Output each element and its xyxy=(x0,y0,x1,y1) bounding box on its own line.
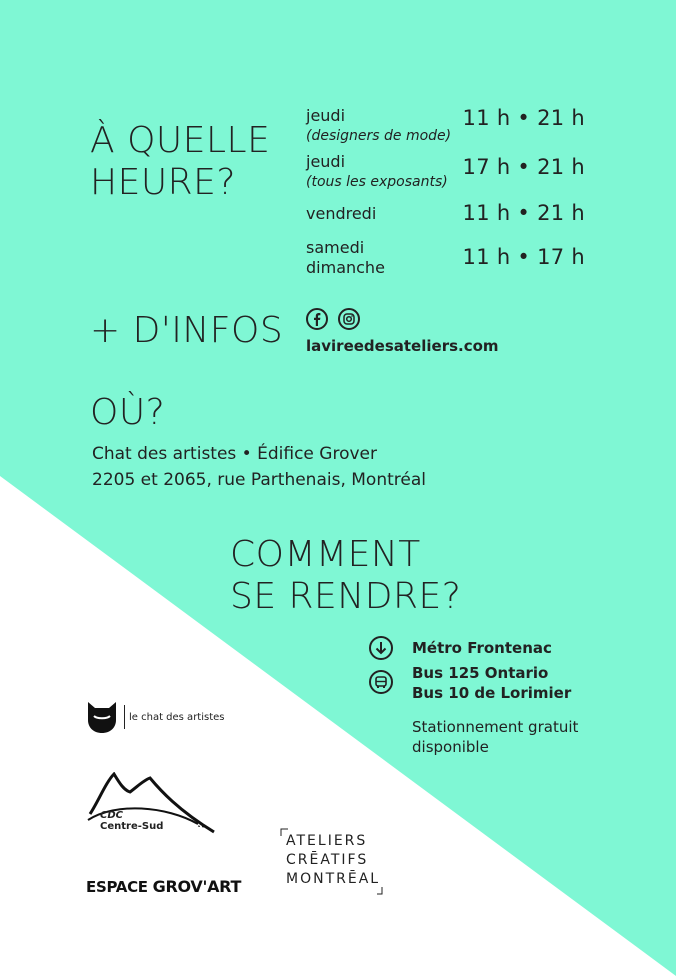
espace-grovart-logo xyxy=(86,877,241,896)
address xyxy=(92,441,426,493)
schedule-time: 17 h • 21 h xyxy=(462,155,585,179)
parking-info xyxy=(412,717,578,757)
schedule-day: jeudi xyxy=(306,152,346,171)
ateliers-label: ATELIERS xyxy=(286,833,368,849)
schedule-time: 11 h • 21 h xyxy=(462,106,585,130)
schedule-day: vendredi xyxy=(306,204,377,223)
metro-label: Métro Frontenac xyxy=(412,639,552,657)
schedule-note: (designers de mode) xyxy=(306,128,452,144)
how-heading-line1: COMMENT xyxy=(230,534,421,575)
creatifs-label: CRĒATIFS xyxy=(286,852,369,868)
address-line2: 2205 et 2065, rue Parthenais, Montréal xyxy=(92,470,426,490)
bus-line-1: Bus 125 Ontario xyxy=(412,664,549,682)
schedule-row-3-day xyxy=(306,204,376,224)
schedule-day: samedi xyxy=(306,238,365,257)
espace-label: ESPACE xyxy=(86,878,153,896)
when-heading-line1: À QUELLE xyxy=(90,120,271,161)
cdc-label: CDC xyxy=(100,810,123,821)
website-link[interactable]: lavireedesateliers.com xyxy=(306,337,499,355)
schedule-time: 11 h • 21 h xyxy=(462,201,585,225)
chat-des-artistes-logo xyxy=(86,700,225,734)
schedule-row-4-day xyxy=(306,238,385,278)
bus-lines xyxy=(412,663,571,703)
infos-heading: + D'INFOS xyxy=(90,310,284,351)
parking-line-2: disponible xyxy=(412,738,489,756)
parking-line-1: Stationnement gratuit xyxy=(412,718,579,736)
montreal-label: MONTRĒAL xyxy=(286,871,381,887)
when-heading xyxy=(90,120,270,204)
schedule-note: (tous les exposants) xyxy=(306,174,448,190)
cdc-text xyxy=(100,810,163,832)
how-heading xyxy=(230,534,461,618)
logo-divider xyxy=(124,705,125,729)
ateliers-creatifs-logo xyxy=(280,828,385,896)
chat-logo-text: le chat des artistes xyxy=(129,711,225,723)
facebook-icon[interactable] xyxy=(306,308,328,330)
bus-line-2: Bus 10 de Lorimier xyxy=(412,684,572,702)
ateliers-text xyxy=(286,832,380,889)
centre-sud-label: Centre-Sud xyxy=(100,821,164,832)
address-line1: Chat des artistes • Édifice Grover xyxy=(92,444,377,464)
where-heading: OÙ? xyxy=(90,392,166,433)
schedule-time: 11 h • 17 h xyxy=(462,245,585,269)
instagram-icon[interactable] xyxy=(338,308,360,330)
bus-icon xyxy=(369,670,393,694)
schedule-day-second: dimanche xyxy=(306,258,385,277)
cat-logo-icon xyxy=(86,700,118,734)
when-heading-line2: HEURE? xyxy=(90,162,237,203)
metro-arrow-icon xyxy=(369,636,393,660)
schedule-day: jeudi xyxy=(306,106,346,125)
grovart-label: GROV'ART xyxy=(152,877,242,896)
cdc-centre-sud-logo xyxy=(86,772,221,842)
how-heading-line2: SE RENDRE? xyxy=(230,576,462,617)
